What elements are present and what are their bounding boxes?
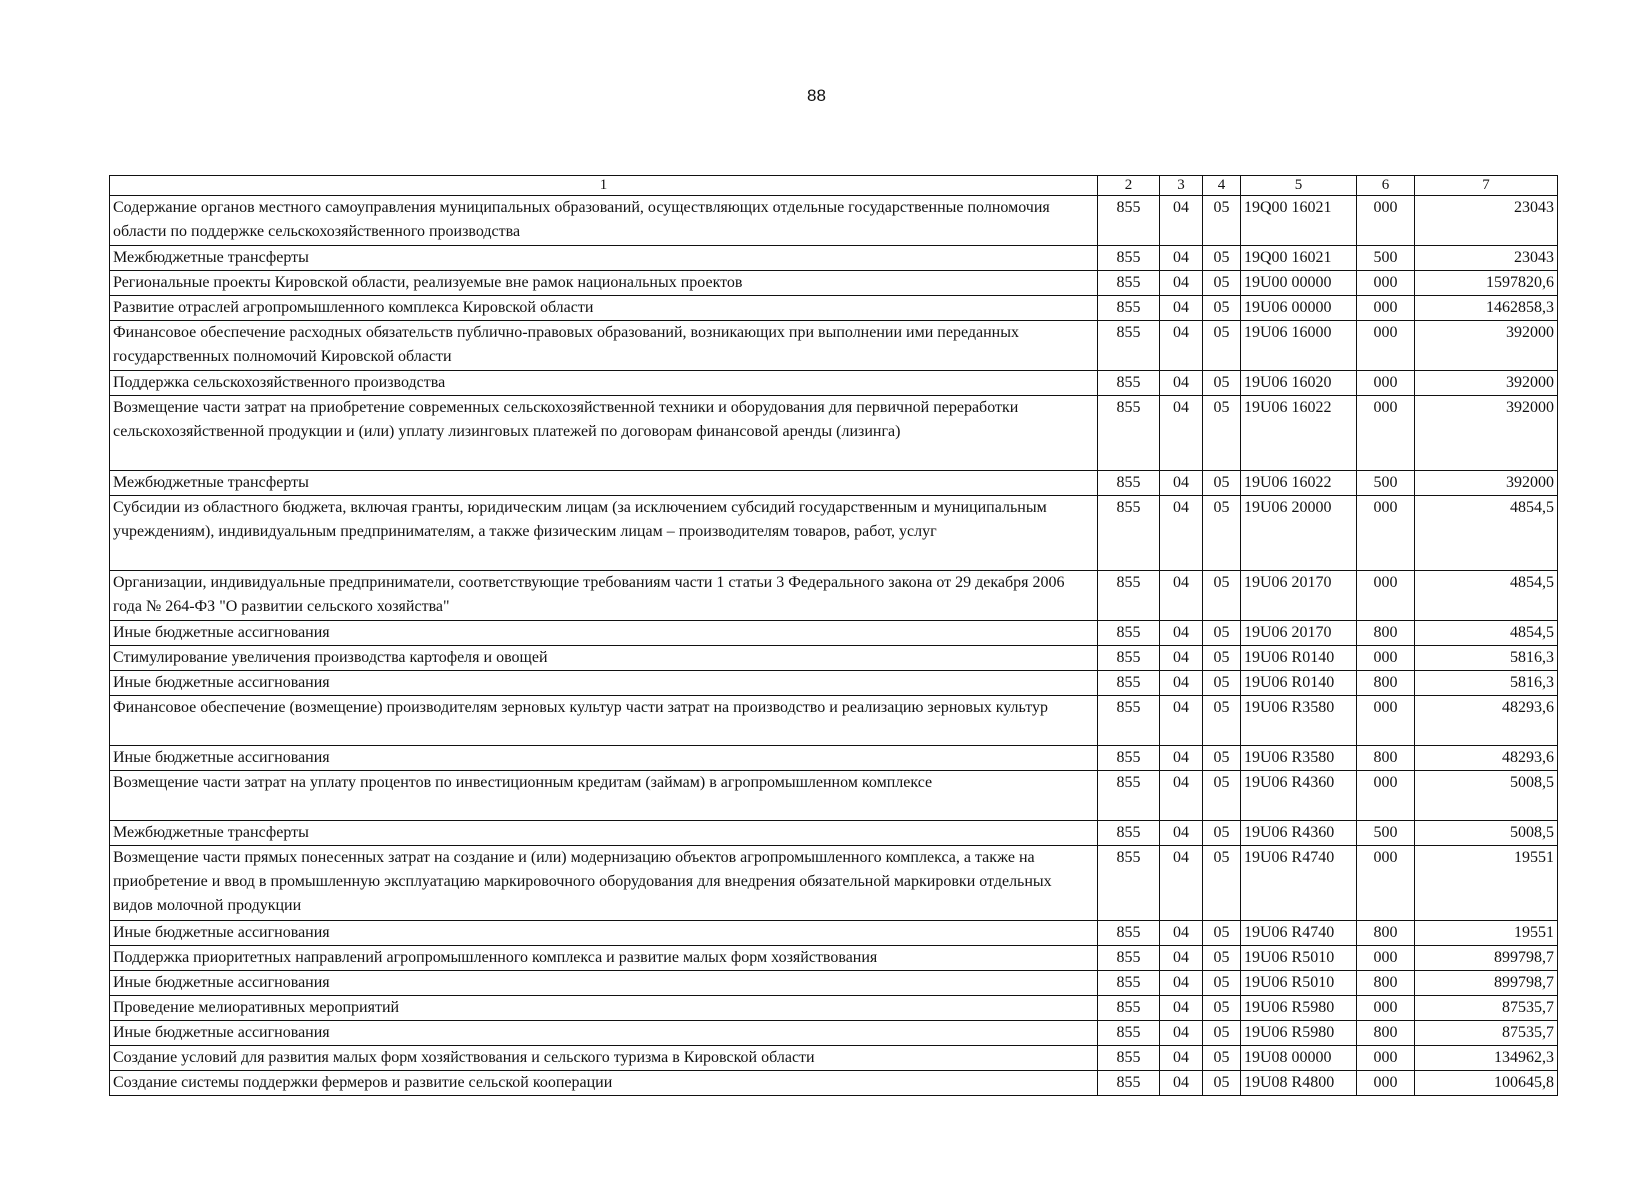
row-admin-code-cell: 855 [1098,921,1160,946]
row-section-cell: 04 [1160,246,1203,271]
row-subsection-cell: 05 [1203,571,1241,621]
row-subsection-cell: 05 [1203,696,1241,746]
row-subsection-cell: 05 [1203,646,1241,671]
row-subsection-cell: 05 [1203,846,1241,921]
row-section-cell: 04 [1160,696,1203,746]
row-name-cell: Развитие отраслей агропромышленного комплекса Кировской области [110,296,1098,321]
table-row [110,671,1558,696]
row-section-cell: 04 [1160,321,1203,371]
table-row [110,996,1558,1021]
row-amount-cell: 134962,3 [1415,1046,1558,1071]
row-expense-type-cell: 800 [1357,746,1415,771]
row-amount-cell: 392000 [1415,371,1558,396]
table-row [110,946,1558,971]
row-admin-code-cell: 855 [1098,996,1160,1021]
row-target-article-cell: 19U06 R0140 [1241,646,1357,671]
row-subsection-cell: 05 [1203,1071,1241,1096]
table-row [110,921,1558,946]
row-target-article-cell: 19U06 16022 [1241,396,1357,471]
row-expense-type-cell: 000 [1357,296,1415,321]
row-amount-cell: 19551 [1415,846,1558,921]
row-target-article-cell: 19U06 R3580 [1241,696,1357,746]
row-subsection-cell: 05 [1203,746,1241,771]
column-header: 4 [1203,176,1241,196]
row-expense-type-cell: 000 [1357,571,1415,621]
row-target-article-cell: 19U06 00000 [1241,296,1357,321]
row-subsection-cell: 05 [1203,271,1241,296]
row-section-cell: 04 [1160,946,1203,971]
row-target-article-cell: 19U06 16000 [1241,321,1357,371]
row-amount-cell: 5816,3 [1415,671,1558,696]
row-name-cell: Поддержка сельскохозяйственного производства [110,371,1098,396]
row-section-cell: 04 [1160,996,1203,1021]
row-expense-type-cell: 000 [1357,1046,1415,1071]
table-row [110,296,1558,321]
table-row [110,1046,1558,1071]
row-section-cell: 04 [1160,846,1203,921]
row-name-cell: Возмещение части затрат на приобретение современных сельскохозяйственной техники и оборудования для первичной переработки сельскохозяйственной продукции и (или) уплату лизинговых платежей по договорам финансовой аренды (лизинга) [110,396,1098,471]
row-name-cell: Иные бюджетные ассигнования [110,621,1098,646]
row-subsection-cell: 05 [1203,246,1241,271]
row-target-article-cell: 19U00 00000 [1241,271,1357,296]
row-subsection-cell: 05 [1203,1021,1241,1046]
row-section-cell: 04 [1160,496,1203,571]
row-amount-cell: 4854,5 [1415,496,1558,571]
table-row [110,771,1558,821]
row-amount-cell: 19551 [1415,921,1558,946]
row-admin-code-cell: 855 [1098,846,1160,921]
row-amount-cell: 392000 [1415,471,1558,496]
row-subsection-cell: 05 [1203,996,1241,1021]
table-row [110,271,1558,296]
row-target-article-cell: 19U06 R5980 [1241,996,1357,1021]
row-expense-type-cell: 500 [1357,821,1415,846]
row-amount-cell: 899798,7 [1415,946,1558,971]
row-subsection-cell: 05 [1203,921,1241,946]
row-target-article-cell: 19Q00 16021 [1241,196,1357,246]
row-subsection-cell: 05 [1203,471,1241,496]
row-expense-type-cell: 800 [1357,621,1415,646]
page-number: 88 [807,86,826,105]
table-row [110,1071,1558,1096]
row-expense-type-cell: 800 [1357,671,1415,696]
row-section-cell: 04 [1160,1071,1203,1096]
table-row [110,471,1558,496]
row-amount-cell: 5008,5 [1415,821,1558,846]
row-expense-type-cell: 000 [1357,196,1415,246]
row-subsection-cell: 05 [1203,396,1241,471]
row-expense-type-cell: 000 [1357,371,1415,396]
row-section-cell: 04 [1160,1046,1203,1071]
row-name-cell: Иные бюджетные ассигнования [110,921,1098,946]
row-target-article-cell: 19U08 00000 [1241,1046,1357,1071]
row-admin-code-cell: 855 [1098,471,1160,496]
row-amount-cell: 87535,7 [1415,996,1558,1021]
row-target-article-cell: 19U06 R5010 [1241,971,1357,996]
row-section-cell: 04 [1160,371,1203,396]
budget-table [109,175,1558,1096]
row-expense-type-cell: 800 [1357,921,1415,946]
row-admin-code-cell: 855 [1098,1021,1160,1046]
row-target-article-cell: 19U06 20170 [1241,571,1357,621]
row-target-article-cell: 19U06 16022 [1241,471,1357,496]
table-row [110,371,1558,396]
table-row [110,496,1558,571]
row-amount-cell: 392000 [1415,396,1558,471]
row-amount-cell: 100645,8 [1415,1071,1558,1096]
row-admin-code-cell: 855 [1098,971,1160,996]
row-name-cell: Иные бюджетные ассигнования [110,746,1098,771]
row-section-cell: 04 [1160,571,1203,621]
row-name-cell: Субсидии из областного бюджета, включая гранты, юридическим лицам (за исключением субсидий государственным и муниципальным учреждениям), индивидуальным предпринимателям, а также физическим лицам – производителям товаров, работ, услуг [110,496,1098,571]
row-expense-type-cell: 800 [1357,971,1415,996]
table-row [110,696,1558,746]
row-target-article-cell: 19Q00 16021 [1241,246,1357,271]
row-name-cell: Финансовое обеспечение расходных обязательств публично-правовых образований, возникающих при выполнении ими переданных государственных полномочий Кировской области [110,321,1098,371]
row-section-cell: 04 [1160,771,1203,821]
row-name-cell: Создание условий для развития малых форм хозяйствования и сельского туризма в Кировской области [110,1046,1098,1071]
row-subsection-cell: 05 [1203,671,1241,696]
row-name-cell: Межбюджетные трансферты [110,471,1098,496]
row-section-cell: 04 [1160,396,1203,471]
row-target-article-cell: 19U06 R3580 [1241,746,1357,771]
row-amount-cell: 1597820,6 [1415,271,1558,296]
row-section-cell: 04 [1160,671,1203,696]
row-name-cell: Стимулирование увеличения производства картофеля и овощей [110,646,1098,671]
row-admin-code-cell: 855 [1098,271,1160,296]
row-name-cell: Создание системы поддержки фермеров и развитие сельской кооперации [110,1071,1098,1096]
row-target-article-cell: 19U06 R5010 [1241,946,1357,971]
row-subsection-cell: 05 [1203,971,1241,996]
row-expense-type-cell: 000 [1357,646,1415,671]
row-admin-code-cell: 855 [1098,946,1160,971]
column-header: 1 [110,176,1098,196]
row-expense-type-cell: 000 [1357,696,1415,746]
row-expense-type-cell: 500 [1357,471,1415,496]
row-admin-code-cell: 855 [1098,246,1160,271]
row-subsection-cell: 05 [1203,371,1241,396]
row-subsection-cell: 05 [1203,296,1241,321]
row-amount-cell: 899798,7 [1415,971,1558,996]
row-section-cell: 04 [1160,821,1203,846]
row-admin-code-cell: 855 [1098,621,1160,646]
row-expense-type-cell: 000 [1357,846,1415,921]
row-name-cell: Иные бюджетные ассигнования [110,971,1098,996]
table-row [110,821,1558,846]
row-expense-type-cell: 000 [1357,771,1415,821]
row-name-cell: Межбюджетные трансферты [110,246,1098,271]
row-target-article-cell: 19U06 20000 [1241,496,1357,571]
row-admin-code-cell: 855 [1098,696,1160,746]
row-subsection-cell: 05 [1203,946,1241,971]
row-amount-cell: 4854,5 [1415,621,1558,646]
column-header: 5 [1241,176,1357,196]
table-body [110,196,1558,1096]
row-target-article-cell: 19U06 R0140 [1241,671,1357,696]
row-admin-code-cell: 855 [1098,496,1160,571]
row-target-article-cell: 19U06 R4360 [1241,771,1357,821]
row-amount-cell: 23043 [1415,196,1558,246]
row-amount-cell: 48293,6 [1415,696,1558,746]
column-header: 2 [1098,176,1160,196]
row-section-cell: 04 [1160,471,1203,496]
row-subsection-cell: 05 [1203,1046,1241,1071]
row-name-cell: Региональные проекты Кировской области, реализуемые вне рамок национальных проектов [110,271,1098,296]
row-admin-code-cell: 855 [1098,1071,1160,1096]
row-target-article-cell: 19U06 R4360 [1241,821,1357,846]
row-section-cell: 04 [1160,271,1203,296]
row-name-cell: Межбюджетные трансферты [110,821,1098,846]
row-section-cell: 04 [1160,746,1203,771]
row-amount-cell: 1462858,3 [1415,296,1558,321]
row-amount-cell: 5816,3 [1415,646,1558,671]
row-name-cell: Проведение мелиоративных мероприятий [110,996,1098,1021]
table-row [110,621,1558,646]
table-row [110,1021,1558,1046]
row-section-cell: 04 [1160,196,1203,246]
table-row [110,396,1558,471]
row-section-cell: 04 [1160,296,1203,321]
row-expense-type-cell: 000 [1357,946,1415,971]
row-subsection-cell: 05 [1203,196,1241,246]
row-amount-cell: 5008,5 [1415,771,1558,821]
row-section-cell: 04 [1160,1021,1203,1046]
row-admin-code-cell: 855 [1098,196,1160,246]
row-admin-code-cell: 855 [1098,571,1160,621]
row-section-cell: 04 [1160,971,1203,996]
table-row [110,746,1558,771]
row-target-article-cell: 19U06 20170 [1241,621,1357,646]
row-name-cell: Финансовое обеспечение (возмещение) производителям зерновых культур части затрат на производство и реализацию зерновых культур [110,696,1098,746]
row-expense-type-cell: 000 [1357,496,1415,571]
row-amount-cell: 48293,6 [1415,746,1558,771]
table-row [110,646,1558,671]
table-row [110,246,1558,271]
row-admin-code-cell: 855 [1098,821,1160,846]
table-row [110,571,1558,621]
row-name-cell: Организации, индивидуальные предприниматели, соответствующие требованиям части 1 статьи 3 Федерального закона от 29 декабря 2006 года № 264-ФЗ "О развитии сельского хозяйства" [110,571,1098,621]
row-expense-type-cell: 000 [1357,271,1415,296]
row-subsection-cell: 05 [1203,771,1241,821]
row-target-article-cell: 19U06 R4740 [1241,846,1357,921]
row-name-cell: Возмещение части прямых понесенных затрат на создание и (или) модернизацию объектов агропромышленного комплекса, а также на приобретение и ввод в промышленную эксплуатацию маркировочного оборудования для внедрения обязательной маркировки отдельных видов молочной продукции [110,846,1098,921]
row-subsection-cell: 05 [1203,496,1241,571]
row-admin-code-cell: 855 [1098,746,1160,771]
row-section-cell: 04 [1160,646,1203,671]
column-header: 7 [1415,176,1558,196]
header-row [110,176,1558,196]
row-admin-code-cell: 855 [1098,646,1160,671]
row-name-cell: Поддержка приоритетных направлений агропромышленного комплекса и развитие малых форм хозяйствования [110,946,1098,971]
row-expense-type-cell: 000 [1357,321,1415,371]
row-name-cell: Иные бюджетные ассигнования [110,1021,1098,1046]
row-expense-type-cell: 000 [1357,996,1415,1021]
row-target-article-cell: 19U06 R5980 [1241,1021,1357,1046]
row-subsection-cell: 05 [1203,821,1241,846]
row-section-cell: 04 [1160,621,1203,646]
row-subsection-cell: 05 [1203,621,1241,646]
table-row [110,846,1558,921]
row-amount-cell: 23043 [1415,246,1558,271]
row-amount-cell: 4854,5 [1415,571,1558,621]
row-name-cell: Возмещение части затрат на уплату процентов по инвестиционным кредитам (займам) в агропромышленном комплексе [110,771,1098,821]
table-row [110,321,1558,371]
row-expense-type-cell: 800 [1357,1021,1415,1046]
row-expense-type-cell: 500 [1357,246,1415,271]
row-target-article-cell: 19U06 R4740 [1241,921,1357,946]
row-name-cell: Содержание органов местного самоуправления муниципальных образований, осуществляющих отдельные государственные полномочия области по поддержке сельскохозяйственного производства [110,196,1098,246]
row-section-cell: 04 [1160,921,1203,946]
row-expense-type-cell: 000 [1357,1071,1415,1096]
row-target-article-cell: 19U06 16020 [1241,371,1357,396]
row-name-cell: Иные бюджетные ассигнования [110,671,1098,696]
row-admin-code-cell: 855 [1098,371,1160,396]
table-row [110,196,1558,246]
row-admin-code-cell: 855 [1098,671,1160,696]
row-admin-code-cell: 855 [1098,321,1160,371]
row-subsection-cell: 05 [1203,321,1241,371]
row-admin-code-cell: 855 [1098,771,1160,821]
row-expense-type-cell: 000 [1357,396,1415,471]
row-amount-cell: 392000 [1415,321,1558,371]
column-header: 3 [1160,176,1203,196]
row-admin-code-cell: 855 [1098,396,1160,471]
row-amount-cell: 87535,7 [1415,1021,1558,1046]
table-row [110,971,1558,996]
row-target-article-cell: 19U08 R4800 [1241,1071,1357,1096]
row-admin-code-cell: 855 [1098,1046,1160,1071]
column-header: 6 [1357,176,1415,196]
row-admin-code-cell: 855 [1098,296,1160,321]
